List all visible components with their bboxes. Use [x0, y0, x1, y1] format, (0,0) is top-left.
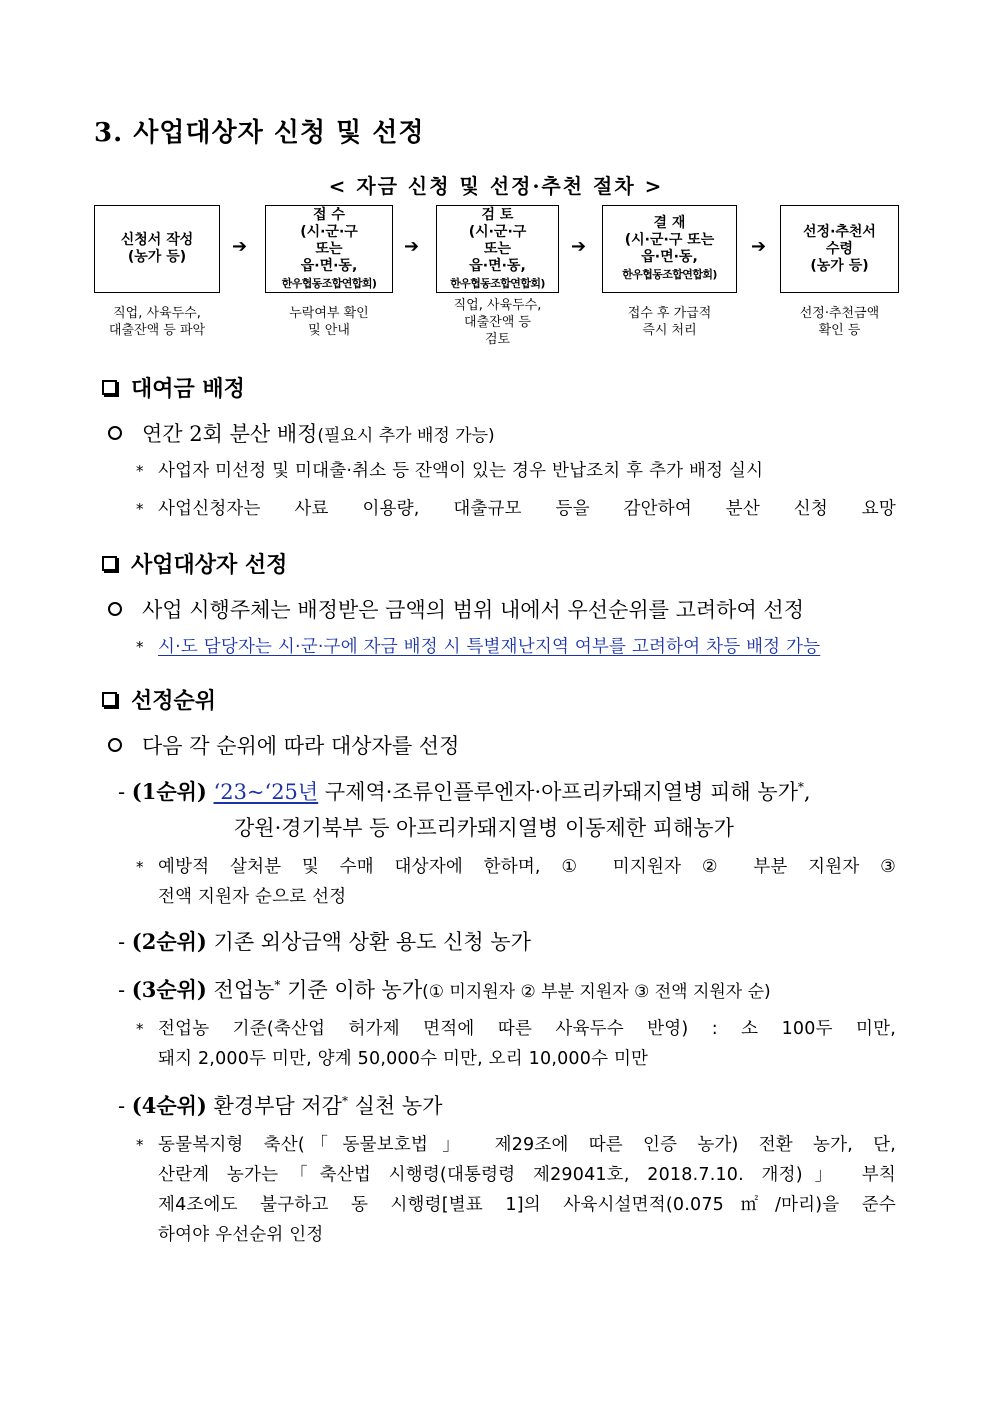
flow-note	[94, 305, 220, 339]
priority-2: - (2순위) 기존 외상금액 상환 용도 신청 농가	[118, 929, 531, 954]
priority-text: 전업농	[213, 978, 275, 1002]
priority-3: - (3순위) 전업농* 기준 이하 농가(① 미지원자 ② 부분 지원자 ③ 전액 지원자 순)	[118, 977, 771, 1002]
flow-note-line: 직업, 사육두수,	[453, 298, 542, 313]
flow-box-text: (시·군·구	[300, 223, 358, 240]
priority-years: ‘23~‘25년	[213, 780, 319, 804]
asterisk-icon: *	[136, 858, 144, 876]
flow-note	[265, 305, 393, 339]
priority-paren: (① 미지원자 ② 부분 지원자 ③ 전액 지원자 순)	[422, 982, 771, 1002]
page-title: 3. 사업대상자 신청 및 선정	[94, 118, 425, 148]
note-text: 산란계 농가는「축산법 시행령(대통령령 제29041호, 2018.7.10. 개정)」 부칙	[158, 1165, 896, 1185]
priority-text: 구제역·조류인플루엔자·아프리카돼지열병 피해 농가	[324, 780, 798, 804]
flow-note-line: 확인 등	[818, 323, 861, 338]
bullet-paren: (필요시 추가 배정 가능)	[317, 425, 495, 446]
asterisk-icon: *	[136, 1020, 144, 1038]
flow-note	[436, 297, 559, 348]
section-heading-text: 대여금 배정	[131, 376, 245, 402]
circle-bullet-icon	[108, 426, 122, 440]
priority-label: (4순위)	[131, 1093, 207, 1118]
flow-box-receive-result	[780, 205, 899, 293]
bullet-text: 사업 시행주체는 배정받은 금액의 범위 내에서 우선순위를 고려하여 선정	[142, 598, 804, 622]
flow-box-text: (농가 등)	[127, 249, 187, 265]
flow-note-line: 직업, 사육두수,	[113, 306, 201, 321]
priority-text: ,	[803, 780, 811, 804]
flow-note-line: 검토	[484, 332, 511, 347]
flow-note	[780, 305, 899, 339]
note-text: 전업농 기준(축산업 허가제 면적에 따른 사육두수 반영) : 소 100두 미만,	[158, 1019, 896, 1039]
priority-label: (1순위)	[131, 779, 207, 804]
priority-4: - (4순위) 환경부담 저감* 실천 농가	[118, 1093, 443, 1118]
flow-box-text: 선정·추천서	[803, 223, 876, 240]
flow-box-text: 접 수	[313, 206, 345, 223]
flow-title: < 자금 신청 및 선정·추천 절차 >	[328, 174, 664, 198]
priority-label: (2순위)	[131, 929, 207, 954]
flow-box-text: 한우협동조합연합회)	[450, 276, 545, 290]
priority-text: 기준 이하 농가	[280, 978, 423, 1002]
checkbox-square-icon	[102, 380, 117, 395]
asterisk-icon: *	[136, 638, 144, 656]
bullet-text: 다음 각 순위에 따라 대상자를 선정	[142, 734, 460, 758]
flow-box-text: 한우협동조합연합회)	[281, 276, 377, 290]
arrow-right-icon: ➔	[404, 236, 420, 257]
sup-asterisk: *	[797, 780, 804, 794]
flow-box-text: (시·군·구 또는	[624, 232, 715, 248]
flow-note-line: 대출잔액 등 파악	[108, 323, 206, 338]
priority-text: 환경부담 저감	[213, 1094, 342, 1118]
note-text	[158, 632, 896, 662]
flow-box-text: (시·군·구	[468, 223, 527, 240]
flow-note-line: 즉시 처리	[642, 323, 697, 338]
flow-box-text: 수령	[825, 240, 854, 257]
flow-box-text: 읍·면·동,	[300, 257, 358, 274]
flow-box-apply	[94, 205, 220, 293]
flow-box-approve	[602, 205, 737, 293]
section-heading-text: 사업대상자 선정	[131, 552, 288, 578]
flow-box-receive	[265, 205, 393, 293]
flow-box-text: 신청서 작성	[120, 232, 194, 248]
section-heading-selection	[102, 548, 287, 579]
flow-note-line: 누락여부 확인	[289, 306, 369, 321]
priority-text: 실천 농가	[347, 1094, 443, 1118]
flow-box-text: 또는	[483, 240, 512, 257]
arrow-right-icon: ➔	[751, 236, 767, 257]
flow-note-line: 대출잔액 등	[464, 315, 531, 330]
sup-asterisk: *	[274, 978, 281, 992]
note-text: 전액 지원자 순으로 선정	[158, 887, 347, 907]
flow-box-text: 결 재	[653, 215, 686, 231]
arrow-right-icon: ➔	[232, 236, 248, 257]
priority-1-line2: 강원·경기북부 등 아프리카돼지열병 이동제한 피해농가	[234, 816, 734, 840]
flow-box-text: 검 토	[481, 206, 514, 223]
note-text: 제4조에도 불구하고 동 시행령[별표 1]의 사육시설면적(0.075㎡/마리)을 준수	[158, 1195, 896, 1215]
flow-note	[602, 305, 737, 339]
arrow-right-icon: ➔	[571, 236, 587, 257]
section-heading-priority	[102, 684, 216, 715]
note-text: 하여야 우선순위 인정	[158, 1225, 324, 1245]
bullet-text: 연간 2회 분산 배정	[142, 422, 318, 446]
priority-label: (3순위)	[131, 977, 207, 1002]
flow-note-line: 선정·추천금액	[799, 306, 880, 321]
flow-box-review	[436, 205, 559, 293]
asterisk-icon: *	[136, 462, 144, 480]
note-text: 돼지 2,000두 미만, 양계 50,000수 미만, 오리 10,000수 미만	[158, 1049, 649, 1069]
note-text: 동물복지형 축산(「동물보호법」 제29조에 따른 인증 농가) 전환 농가, 단,	[158, 1135, 896, 1155]
sup-asterisk: *	[341, 1094, 348, 1108]
section-heading-text: 선정순위	[131, 688, 217, 714]
asterisk-icon: *	[136, 500, 144, 518]
checkbox-square-icon	[102, 692, 117, 707]
flow-box-text: 한우협동조합연합회)	[622, 268, 717, 281]
flow-box-text: (농가 등)	[810, 257, 869, 274]
priority-text: 기존 외상금액 상환 용도 신청 농가	[213, 930, 531, 954]
bullet-item	[108, 730, 459, 760]
note-link-text: 시·도 담당자는 시·군·구에 자금 배정 시 특별재난지역 여부를 고려하여 차등 배정 가능	[158, 637, 821, 657]
bullet-item	[108, 594, 804, 624]
bullet-item	[108, 418, 495, 448]
note-text: 사업신청자는 사료 이용량, 대출규모 등을 감안하여 분산 신청 요망	[158, 499, 896, 519]
note-text: 예방적 살처분 및 수매 대상자에 한하며, ① 미지원자 ② 부분 지원자 ③	[158, 857, 896, 877]
circle-bullet-icon	[108, 738, 122, 752]
flow-box-text: 또는	[315, 240, 343, 257]
flow-note-line: 접수 후 가급적	[627, 306, 712, 321]
asterisk-icon: *	[136, 1136, 144, 1154]
flow-box-text: 읍·면·동,	[641, 249, 698, 265]
checkbox-square-icon	[102, 556, 117, 571]
circle-bullet-icon	[108, 602, 122, 616]
flow-box-text: 읍·면·동,	[469, 257, 526, 274]
priority-1: - (1순위) ‘23~‘25년 구제역·조류인플루엔자·아프리카돼지열병 피해 농가*,	[118, 779, 811, 804]
section-heading-allocation	[102, 372, 245, 403]
note-text: 사업자 미선정 및 미대출·취소 등 잔액이 있는 경우 반납조치 후 추가 배정 실시	[158, 461, 764, 481]
flow-note-line: 및 안내	[308, 323, 350, 338]
